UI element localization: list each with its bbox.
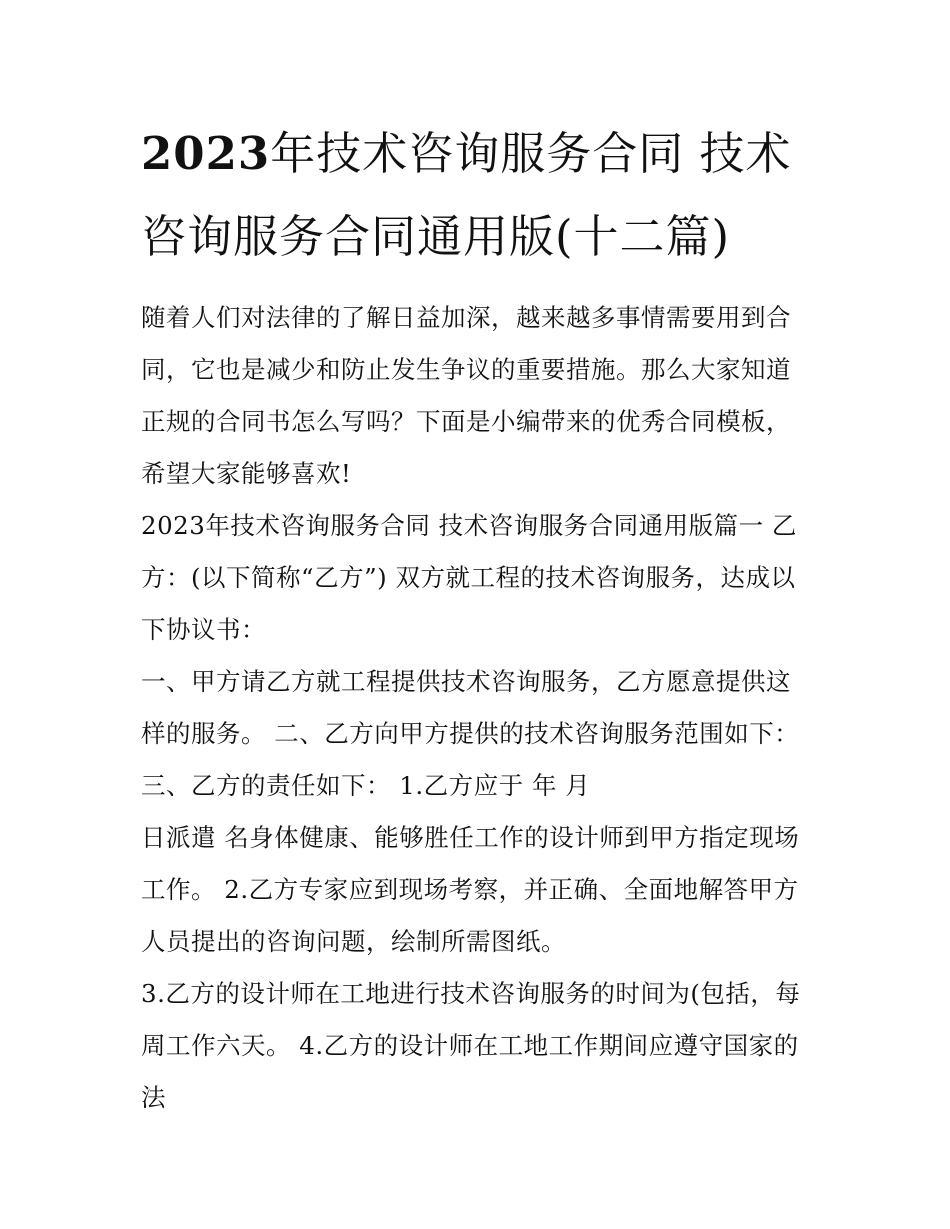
clause-3-1-paragraph: 日派遣 名身体健康、能够胜任工作的设计师到甲方指定现场工作。 2.乙方专家应到现场考察，并正确、全面地解答甲方人员提出的咨询问题，绘制所需图纸。 [141,823,800,956]
title-text: 年技术咨询服务合同 技术咨询服务合同通用版(十二篇) [141,127,792,263]
clause-1-paragraph: 一、甲方请乙方就工程提供技术咨询服务，乙方愿意提供这样的服务。 二、乙方向甲方提供的技术咨询服务范围如下： [141,667,800,748]
title-year: 2023 [141,127,271,180]
intro-paragraph: 随着人们对法律的了解日益加深，越来越多事情需要用到合同，它也是减少和防止发生争议的重要措施。那么大家知道正规的合同书怎么写吗？下面是小编带来的优秀合同模板，希望大家能够喜欢! [141,303,791,488]
clause-3-paragraph: 三、乙方的责任如下： 1.乙方应于 年 月 [141,771,591,800]
document-title [141,112,813,278]
document-content [141,112,813,1124]
section-heading-paragraph: 2023年技术咨询服务合同 技术咨询服务合同通用版篇一 乙方：(以下简称“乙方”) 双方就工程的技术咨询服务，达成以下协议书： [141,511,797,644]
clause-3-3-paragraph: 3.乙方的设计师在工地进行技术咨询服务的时间为(包括，每周工作六天。 4.乙方的设计师在工地工作期间应遵守国家的法 [141,979,801,1112]
document-body [141,292,813,1124]
